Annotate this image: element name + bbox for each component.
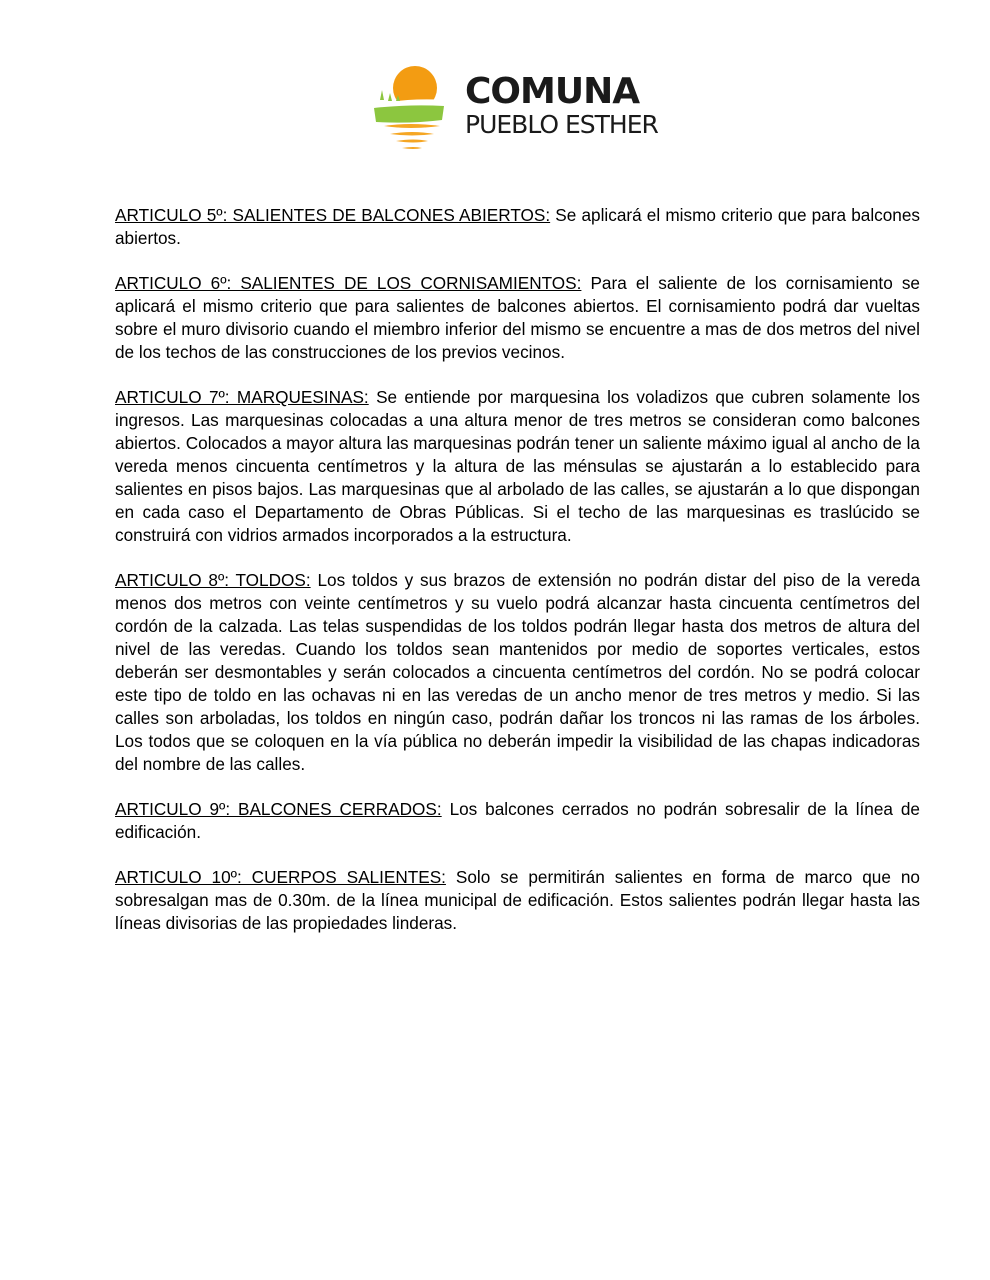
article-8 bbox=[115, 569, 920, 776]
article-6 bbox=[115, 272, 920, 364]
article-title: ARTICULO 10º: CUERPOS SALIENTES: bbox=[115, 867, 446, 887]
article-title: ARTICULO 7º: MARQUESINAS: bbox=[115, 387, 369, 407]
document-body bbox=[115, 204, 920, 957]
page-header bbox=[370, 60, 670, 160]
article-7 bbox=[115, 386, 920, 547]
article-body: Para el saliente de los cornisamiento se aplicará el mismo criterio que para salientes de balcones abiertos. El cornisamiento podrá dar vueltas sobre el muro divisorio cuando el miembro inferior del mismo se encuentre a mas de dos metros del nivel de los techos de las construcciones de los previos vecinos. bbox=[115, 273, 920, 362]
sun-over-field-logo-icon bbox=[370, 60, 450, 155]
article-10 bbox=[115, 866, 920, 935]
article-body: Se aplicará el mismo criterio que para balcones abiertos. bbox=[115, 205, 921, 248]
article-body: Se entiende por marquesina los voladizos que cubren solamente los ingresos. Las marquesinas colocadas a una altura menor de tres metros se consideran como balcones abiertos. Colocados a mayor altura las marquesinas podrán tener un saliente máximo igual al ancho de la vereda menos cincuenta centímetros y la altura de las ménsulas se ajustarán a lo establecido para salientes en pisos bajos. Las marquesinas que al arbolado de las calles, se ajustarán a lo que dispongan en cada caso el Departamento de Obras Públicas. Si el techo de las marquesinas es traslúcido se construirá con vidrios armados incorporados a la estructura. bbox=[115, 387, 920, 545]
article-body: Solo se permitirán salientes en forma de marco que no sobresalgan mas de 0.30m. de la línea municipal de edificación. Estos salientes podrán llegar hasta las líneas divisorias de las propiedades linderas. bbox=[115, 867, 920, 933]
article-body: Los toldos y sus brazos de extensión no podrán distar del piso de la vereda menos dos metros con veinte centímetros y su vuelo podrá alcanzar hasta cincuenta centímetros del cordón de la calzada. Las telas suspendidas de los toldos podrán llegar hasta dos metros de altura del nivel de las veredas. Cuando los toldos sean mantenidos por medio de soportes verticales, estos deberán ser desmontables y serán colocados a cincuenta centímetros del cordón. No se podrá colocar este tipo de toldo en las ochavas ni en las veredas de un ancho menor de tres metros y medio. Si las calles son arboladas, los toldos en ningún caso, podrán dañar los troncos ni las ramas de los árboles. Los todos que se coloquen en la vía pública no deberán impedir la visibilidad de las chapas indicadoras del nombre de las calles. bbox=[115, 570, 921, 774]
article-title: ARTICULO 6º: SALIENTES DE LOS CORNISAMIENTOS: bbox=[115, 273, 582, 293]
article-5 bbox=[115, 204, 920, 250]
logo-wordmark bbox=[465, 71, 658, 139]
article-9 bbox=[115, 798, 920, 844]
article-title: ARTICULO 5º: SALIENTES DE BALCONES ABIERTOS: bbox=[115, 205, 551, 225]
logo-line-pueblo-esther: PUEBLO ESTHER bbox=[465, 110, 658, 139]
article-title: ARTICULO 9º: BALCONES CERRADOS: bbox=[115, 799, 442, 819]
article-title: ARTICULO 8º: TOLDOS: bbox=[115, 570, 311, 590]
logo-line-comuna: COMUNA bbox=[465, 71, 640, 112]
article-body: Los balcones cerrados no podrán sobresalir de la línea de edificación. bbox=[115, 799, 920, 842]
